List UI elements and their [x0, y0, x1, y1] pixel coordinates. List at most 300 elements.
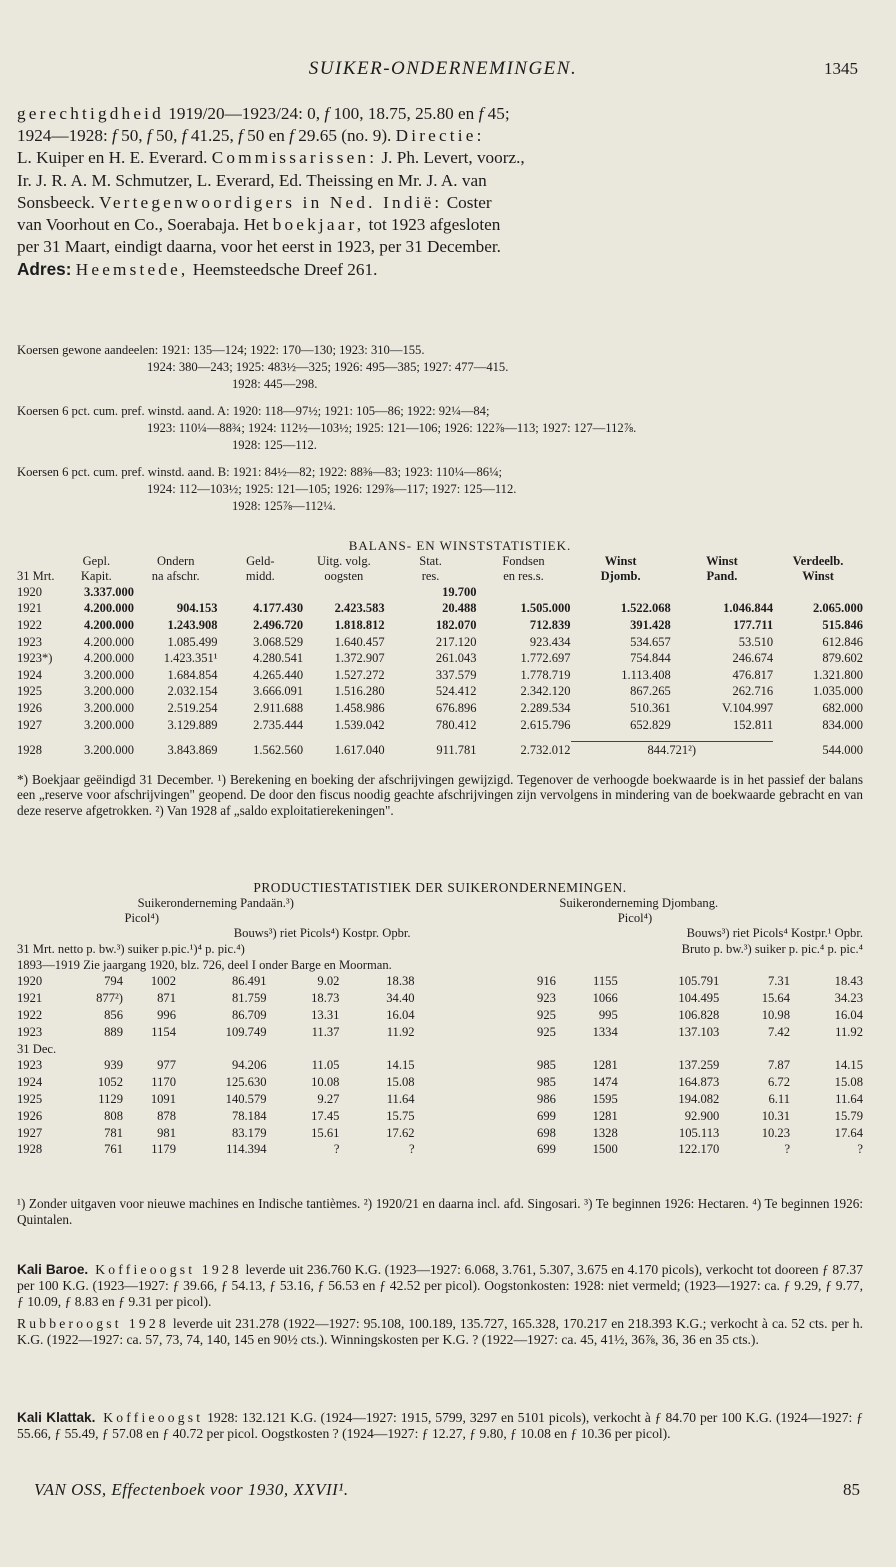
balans-cell: 4.200.000	[83, 601, 134, 616]
balans-cell: 1.505.000	[520, 601, 571, 616]
balans-cell	[671, 584, 773, 601]
intro-segment: Vertegenwoordigers in Ned. Indië:	[99, 192, 443, 212]
koers-line: 1928: 125—112.	[232, 438, 317, 452]
intro-line	[17, 236, 863, 258]
balans-header-cell: Uitg. volg.	[316, 554, 371, 568]
productie-footnote: ¹) Zonder uitgaven voor nieuwe machines en Indische tantièmes. ²) 1920/21 en daarna incl. afd. Singosari. ³) Te beginnen 1926: Hectaren. ⁴) Te beginnen 1926: Quintalen.	[17, 1196, 863, 1227]
balans-cell: 534.657	[630, 634, 671, 649]
productie-cell: 11.92	[835, 1024, 863, 1039]
koffieoogst-label-klattak: Koffieoogst	[103, 1410, 204, 1425]
intro-segment: 29.65 (no. 9).	[293, 126, 396, 146]
productie-cell: 7.42	[767, 1024, 791, 1039]
productie-cell: 1281	[592, 1108, 618, 1123]
intro-segment: van Voorhout en Co., Soerabaja. Het	[17, 215, 273, 235]
intro-segment: L. Kuiper en H. E. Everard.	[17, 148, 212, 168]
productie-cell: 17.64	[834, 1125, 863, 1140]
intro-segment: f	[112, 126, 117, 146]
balans-cell: 1.562.560	[253, 742, 304, 757]
balans-cell: 246.674	[732, 651, 774, 666]
productie-cell: 14.15	[834, 1058, 863, 1073]
balans-header-cell	[17, 554, 59, 569]
balans-cell: 676.896	[435, 700, 477, 715]
intro-segment: Directie:	[395, 126, 485, 146]
productie-cell: 761	[104, 1142, 124, 1157]
intro-segment: Sonsbeeck.	[17, 192, 100, 212]
balans-cell: 1922	[17, 617, 42, 632]
productie-cell: 137.259	[678, 1058, 720, 1073]
balans-cell: 682.000	[822, 700, 863, 715]
table-row	[17, 634, 863, 651]
balans-cell: 1.046.844	[723, 601, 774, 616]
balans-cell: 780.412	[435, 717, 477, 732]
balans-cell: 524.412	[435, 684, 477, 699]
productie-subtitle-row	[17, 896, 863, 911]
productie-cell: 86.709	[231, 1008, 267, 1023]
balans-cell: 1.085.499	[167, 634, 218, 649]
kali-baroe-section	[17, 1262, 863, 1353]
productie-cell: 1155	[593, 974, 618, 989]
productie-cell: 18.73	[311, 991, 340, 1006]
table-row	[17, 1125, 863, 1142]
table-row	[17, 1074, 863, 1091]
page-header	[28, 58, 858, 84]
balans-header-cell: Fondsen	[502, 554, 545, 568]
productie-cell: 1066	[592, 991, 618, 1006]
productie-cell: 1924	[17, 1075, 43, 1090]
right-company-title: Suikeronderneming Djombang.	[559, 896, 719, 911]
table-row	[17, 1091, 863, 1108]
productie-cell: 1925	[17, 1092, 43, 1107]
productie-cell: 1923	[17, 1058, 43, 1073]
balans-cell: 911.781	[436, 742, 477, 757]
table-row	[17, 601, 863, 618]
intro-segment: 50,	[151, 126, 182, 146]
balans-header-cell: en res.s.	[503, 569, 544, 583]
balans-cell: 217.120	[435, 634, 477, 649]
productie-cell: 17.62	[386, 1125, 415, 1140]
balans-cell	[773, 584, 863, 601]
running-title: SUIKER-ONDERNEMINGEN.	[308, 58, 578, 79]
balans-header-cell: Ondern	[156, 554, 195, 568]
balans-cell: 1927	[17, 717, 42, 732]
balans-cell: 2.496.720	[253, 617, 304, 632]
productie-cell: 878	[157, 1108, 177, 1123]
intro-segment: f	[181, 126, 187, 146]
koers-line: Koersen 6 pct. cum. pref. winstd. aand. A: 1920: 118—97½; 1921: 105—86; 1922: 92¼—84;	[17, 404, 490, 418]
balans-cell: 1.372.907	[334, 651, 385, 666]
intro-segment: Heemsteedsche Dreef 261.	[188, 260, 378, 280]
productie-cell: 699	[537, 1108, 556, 1123]
productie-cell: ?	[857, 1142, 863, 1157]
balans-header-cell: Winst	[802, 569, 834, 583]
balans-cell: 2.911.688	[253, 700, 304, 715]
balans-cell: 1.772.697	[520, 651, 571, 666]
balans-cell: 3.200.000	[83, 700, 134, 715]
koers-line: 1924: 380—243; 1925: 483½—325; 1926: 495—385; 1927: 477—415.	[147, 360, 509, 374]
productie-cell: 1923	[17, 1024, 43, 1039]
balans-cell: 1.516.280	[334, 684, 385, 699]
productie-cell: 194.082	[678, 1092, 720, 1107]
productie-cell: 1500	[592, 1142, 618, 1157]
footer-page-number: 85	[843, 1480, 860, 1499]
company-name-kali-baroe: Kali Baroe.	[17, 1262, 89, 1277]
productie-cell: 15.64	[761, 991, 791, 1006]
balans-cell: 652.829	[630, 717, 671, 732]
balans-cell: 1.684.854	[167, 667, 218, 682]
intro-line	[17, 147, 863, 169]
intro-segment: 100, 18.75, 25.80 en	[329, 104, 479, 123]
balans-cell: 544.000	[822, 742, 863, 757]
productie-cell: 699	[537, 1142, 556, 1157]
balans-cell: 1926	[17, 700, 42, 715]
productie-cell: 18.43	[834, 974, 863, 989]
intro-segment: per 31 Maart, eindigt daarna, voor het eerst in 1923, per 31 December.	[17, 237, 501, 257]
productie-cell: 11.64	[835, 1092, 863, 1107]
table-row	[17, 1024, 863, 1041]
table-row	[17, 990, 863, 1007]
intro-segment: 1924—1928:	[17, 126, 113, 146]
productie-cell: ?	[408, 1142, 415, 1157]
balans-header-cell: Djomb.	[600, 569, 641, 583]
intro-segment: 1919/20—1923/24: 0,	[163, 104, 325, 123]
productie-cell: 137.103	[678, 1024, 720, 1039]
productie-cell: 1920	[17, 974, 43, 989]
table-row	[17, 1108, 863, 1125]
productie-cell: 981	[157, 1125, 177, 1140]
productie-cell: 925	[537, 1008, 556, 1023]
balans-cell: 754.844	[630, 651, 671, 666]
intro-segment: gerechtigdheid	[17, 104, 164, 123]
table-row	[17, 1142, 863, 1159]
productie-cell: 11.64	[386, 1092, 415, 1107]
balans-header-cell: Winst	[604, 554, 637, 568]
balans-cell: 2.615.796	[520, 717, 571, 732]
productie-cell: 7.31	[767, 974, 791, 989]
productie-cell: 83.179	[231, 1125, 267, 1140]
productie-cell: 916	[537, 974, 556, 989]
koers-line: Koersen 6 pct. cum. pref. winstd. aand. B: 1921: 84½—82; 1922: 88⅜—83; 1923: 110¼—86¼;	[17, 465, 503, 479]
productie-cell: 106.828	[678, 1008, 720, 1023]
table-row	[17, 684, 863, 701]
productie-cell: 939	[104, 1058, 124, 1073]
balans-cell: 476.817	[732, 667, 774, 682]
balans-cell: 3.068.529	[253, 634, 304, 649]
note-cell: 1893—1919 Zie jaargang 1920, blz. 726, deel I onder Barge en Moorman.	[17, 957, 392, 972]
productie-cell: 105.791	[678, 974, 720, 989]
balans-cell: 2.065.000	[813, 601, 863, 616]
balans-cell: 4.200.000	[83, 634, 134, 649]
balans-cell: 3.200.000	[83, 742, 134, 757]
productie-cell: 1921	[17, 991, 43, 1006]
balans-footnote-block	[17, 772, 863, 818]
kali-klattak-koffie	[17, 1410, 863, 1442]
balans-cell: 182.070	[435, 617, 477, 632]
balans-cell: 1920	[17, 584, 42, 599]
balans-cell: 1.617.040	[334, 742, 385, 757]
intro-line	[17, 214, 863, 236]
productie-cell: 977	[157, 1058, 177, 1073]
productie-cell: 698	[537, 1125, 556, 1140]
balans-header-cell: Geld-	[246, 554, 275, 568]
balans-header-cell: 31 Mrt.	[17, 569, 55, 583]
table-row	[17, 667, 863, 684]
balans-cell: 1923*)	[17, 651, 53, 666]
left-company-title: Suikeronderneming Pandaän.³)	[137, 896, 294, 911]
productie-cell: 877²)	[96, 991, 124, 1006]
balans-header-cell: Verdeelb.	[792, 554, 844, 568]
productie-cell: 1928	[17, 1142, 43, 1157]
company-intro	[17, 103, 863, 282]
productie-cell: 17.45	[311, 1108, 340, 1123]
balans-cell: 3.200.000	[83, 717, 134, 732]
productie-cell: 140.579	[225, 1092, 267, 1107]
balans-cell: 879.602	[822, 651, 863, 666]
productie-cell: 11.05	[311, 1058, 340, 1073]
productie-cell: 11.92	[386, 1024, 415, 1039]
productie-cell: 10.23	[761, 1125, 791, 1140]
productie-cell: 78.184	[231, 1108, 267, 1123]
balans-cell: 3.666.091	[253, 684, 304, 699]
productie-cell: 1091	[150, 1092, 177, 1107]
productie-cell: 781	[104, 1125, 124, 1140]
balans-cell: 1.423.351¹	[163, 651, 218, 666]
productie-cell: 16.04	[386, 1008, 415, 1023]
balans-cell: 1925	[17, 684, 42, 699]
company-name-kali-klattak: Kali Klattak.	[17, 1410, 96, 1425]
productie-cell: 923	[537, 991, 556, 1006]
balans-cell: 53.510	[738, 634, 774, 649]
balans-cell: 1.539.042	[334, 717, 385, 732]
intro-line	[17, 125, 863, 147]
productie-cell: 15.08	[386, 1075, 415, 1090]
koers-line: 1924: 112—103½; 1925: 121—105; 1926: 129⅞—117; 1927: 125—112.	[147, 482, 517, 496]
productie-cell: 1334	[592, 1024, 618, 1039]
koers-line: 1928: 445—298.	[232, 377, 318, 391]
productie-cell: 985	[537, 1075, 556, 1090]
table-row	[17, 974, 863, 991]
productie-cell: 889	[104, 1024, 124, 1039]
production-statistics	[17, 880, 863, 1158]
productie-cell: 10.31	[761, 1108, 791, 1123]
balans-cell: 177.711	[733, 617, 774, 632]
rubberoogst-text: leverde uit 231.278 (1922—1927: 95.108, 100.189, 135.727, 165.328, 170.217 en 218.393 K.G.; verkocht à ca. 52 cts. per h. K.G. (1922—1927: ca. 57, 73, 74, 140, 145 en 90½ cts.). Winningskosten per K.G. ? (1922—1927: ca. 45, 41½, 36⅞, 36, 36 en 35 cts.).	[17, 1315, 863, 1347]
balans-cell: 1924	[17, 667, 42, 682]
balans-header-cell: Kapit.	[80, 569, 112, 583]
balans-header-row	[17, 569, 863, 584]
productie-header-row	[17, 942, 863, 957]
productie-cell: 1926	[17, 1108, 43, 1123]
productie-cell: 1474	[592, 1075, 618, 1090]
balans-cell: 834.000	[822, 717, 863, 732]
balans-header-row	[17, 554, 863, 569]
intro-segment: 41.25,	[186, 126, 239, 146]
balans-cell: 612.846	[822, 634, 863, 649]
balans-header-cell: midd.	[245, 569, 275, 583]
header-left: Bouws³) riet Picols⁴) Kostpr. Opbr.	[233, 926, 411, 941]
balans-cell: 3.843.869	[167, 742, 218, 757]
balans-header-cell: Winst	[706, 554, 738, 568]
productie-cell: 6.72	[767, 1075, 791, 1090]
dec-label: 31 Dec.	[17, 1041, 57, 1056]
table-row	[17, 700, 863, 717]
productie-cell: 1129	[98, 1092, 124, 1107]
intro-segment: f	[478, 104, 484, 123]
productie-cell: 15.79	[834, 1108, 863, 1123]
productie-cell: 925	[537, 1024, 556, 1039]
balance-statistics	[17, 538, 863, 759]
table-row	[17, 584, 863, 601]
balans-cell: 2.519.254	[167, 700, 218, 715]
intro-segment: boekjaar,	[272, 215, 365, 235]
balans-cell: 904.153	[176, 601, 218, 616]
balans-cell: 1.640.457	[334, 634, 385, 649]
productie-cell: 1179	[151, 1142, 177, 1157]
intro-segment: Commissarissen:	[211, 148, 378, 168]
productie-cell: 794	[104, 974, 124, 989]
balans-cell-combined: 844.721²)	[647, 743, 697, 758]
productie-cell: 122.170	[678, 1142, 720, 1157]
intro-line	[17, 192, 863, 214]
productie-cell: 34.23	[834, 991, 863, 1006]
balans-cell: 2.423.583	[334, 601, 385, 616]
balans-cell	[134, 584, 218, 601]
productie-cell: 986	[537, 1092, 556, 1107]
productie-cell: 105.113	[678, 1125, 720, 1140]
intro-segment: f	[146, 126, 152, 146]
productie-cell: 86.491	[231, 974, 267, 989]
intro-line	[17, 170, 863, 192]
balans-cell	[477, 584, 571, 601]
balans-cell: 262.716	[732, 684, 774, 699]
balans-cell: 515.846	[822, 617, 863, 632]
balans-cell	[218, 584, 304, 601]
productie-cell: 1002	[150, 974, 177, 989]
productie-cell: 6.11	[768, 1092, 791, 1107]
intro-segment: f	[324, 104, 330, 123]
productie-title: PRODUCTIESTATISTIEK DER SUIKERONDERNEMINGEN.	[253, 880, 627, 895]
balans-cell: 261.043	[435, 651, 477, 666]
rubberoogst-label: Rubberoogst 1928	[17, 1315, 169, 1331]
productie-cell: 1328	[592, 1125, 618, 1140]
balans-cell: 2.032.154	[167, 684, 218, 699]
header-left: 31 Mrt. netto p. bw.³) suiker p.pic.¹)⁴ p. pic.⁴)	[17, 941, 245, 956]
page-footer	[34, 1480, 860, 1500]
intro-segment: 50 en	[242, 126, 290, 146]
balans-cell: 867.265	[630, 684, 671, 699]
balans-cell: 510.361	[630, 700, 671, 715]
intro-segment: 50,	[116, 126, 147, 146]
productie-cell: 1927	[17, 1125, 43, 1140]
productie-cell: 81.759	[231, 991, 267, 1006]
koers-entry	[17, 403, 863, 454]
intro-segment: f	[289, 126, 294, 146]
table-row	[17, 717, 863, 734]
koffieoogst-text: leverde uit 236.760 K.G. (1923—1927: 6.068, 3.761, 5.307, 3.675 en 4.170 picols), verkocht tot dooreen ƒ 87.37 per 100 K.G. (1923—1927: ƒ 39.66, ƒ 54.13, ƒ 53.16, ƒ 56.53 en ƒ 42.52 per picol). Oogstonkosten: 1928: niet vermeld; (1923—1927: ca. ƒ 9.29, ƒ 9.77, ƒ 10.09, ƒ 8.83 en ƒ 9.31 per picol).	[17, 1262, 863, 1310]
dec-label-row	[17, 1041, 863, 1058]
intro-segment: tot 1923 afgesloten	[364, 215, 501, 235]
intro-segment: Adres:	[17, 259, 72, 280]
page-number: 1345	[824, 59, 858, 78]
balans-cell: 2.342.120	[520, 684, 571, 699]
productie-cell: 856	[104, 1008, 124, 1023]
productie-cell: ?	[333, 1142, 340, 1157]
balans-cell	[303, 584, 384, 601]
balans-cell: 1928	[17, 742, 42, 757]
productie-cell: 7.87	[767, 1058, 791, 1073]
productie-cell: 10.08	[311, 1075, 340, 1090]
productie-cell: 871	[157, 991, 177, 1006]
intro-segment: 45;	[483, 104, 510, 123]
productie-header-row	[17, 926, 863, 941]
balans-cell: 2.732.012	[520, 742, 571, 757]
balans-cell: 1.522.068	[620, 601, 671, 616]
productie-cell: 15.61	[311, 1125, 340, 1140]
productie-cell: 164.873	[678, 1075, 720, 1090]
productie-cell: 92.900	[684, 1108, 720, 1123]
balans-cell: 2.289.534	[520, 700, 571, 715]
balans-footnote: *) Boekjaar geëindigd 31 December. ¹) Berekening en boeking der afschrijvingen gewijzigd. Tegenover de verhoogde boekwaarde is in het passief der balans een „reserve voor afschrijvingen" geopend. De door den fiscus noodig geachte afschrijvingen zijn vervolgens in mindering van de boekwaarde gebracht en van deze reserve afgetrokken. ²) Van 1928 af „saldo exploitatierekeningen".	[17, 772, 863, 818]
balans-cell: 1.458.986	[334, 700, 385, 715]
balans-cell	[571, 584, 671, 601]
balans-cell: 391.428	[630, 617, 671, 632]
intro-line	[17, 103, 863, 125]
productie-cell: 10.98	[761, 1008, 791, 1023]
productie-cell: 114.394	[226, 1142, 267, 1157]
productie-cell: 13.31	[311, 1008, 340, 1023]
balans-cell: 4.280.541	[253, 651, 304, 666]
balans-header-cell: Stat.	[419, 554, 442, 568]
intro-line	[17, 258, 863, 281]
picol-label-right: Picol⁴)	[617, 911, 653, 926]
balans-cell: 3.200.000	[83, 684, 134, 699]
koffieoogst-text-klattak: 1928: 132.121 K.G. (1924—1927: 1915, 5799, 3297 en 5101 picols), verkocht à ƒ 84.70 per 100 K.G. (1924—1927: ƒ 55.66, ƒ 55.49, ƒ 57.08 en ƒ 40.72 per picol. Oogstkosten ? (1924—1927: ƒ 12.27, ƒ 9.80, ƒ 10.08 en ƒ 10.36 per picol).	[17, 1410, 864, 1442]
balans-cell: 1.778.719	[520, 667, 571, 682]
productie-cell: 1281	[592, 1058, 618, 1073]
productie-cell: 1595	[592, 1092, 618, 1107]
intro-segment: f	[238, 126, 243, 146]
balans-cell: 2.735.444	[253, 717, 304, 732]
balans-header-cell: Gepl.	[82, 554, 111, 568]
productie-cell: 94.206	[231, 1058, 267, 1073]
productie-cell: 14.15	[386, 1058, 415, 1073]
productie-cell: 34.40	[386, 991, 415, 1006]
productie-cell: 109.749	[225, 1024, 267, 1039]
balans-header-cell: res.	[421, 569, 440, 583]
productie-cell: 808	[104, 1108, 124, 1123]
productie-cell: 11.37	[311, 1024, 340, 1039]
productie-cell: 9.02	[317, 974, 340, 989]
balans-cell: 337.579	[435, 667, 477, 682]
balans-cell: 1.035.000	[813, 684, 863, 699]
kali-baroe-koffie	[17, 1262, 863, 1311]
kali-klattak-section	[17, 1410, 863, 1442]
productie-cell: 125.630	[225, 1075, 267, 1090]
productie-note-row	[17, 957, 863, 974]
header-right: Bruto p. bw.³) suiker p. pic.⁴ p. pic.⁴	[681, 941, 863, 956]
productie-cell: 996	[157, 1008, 177, 1023]
productie-cell: 15.08	[834, 1075, 863, 1090]
productie-cell: ?	[784, 1142, 791, 1157]
balans-cell: 1921	[17, 601, 42, 616]
balans-cell: 1.818.812	[334, 617, 385, 632]
productie-footnote-block	[17, 1196, 863, 1227]
balans-cell: 1.243.908	[167, 617, 218, 632]
koffieoogst-label: Koffieoogst 1928	[95, 1262, 242, 1277]
productie-cell: 995	[598, 1008, 618, 1023]
balans-cell: 4.265.440	[253, 667, 304, 682]
productie-cell: 1922	[17, 1008, 43, 1023]
kali-baroe-rubber	[17, 1316, 863, 1348]
